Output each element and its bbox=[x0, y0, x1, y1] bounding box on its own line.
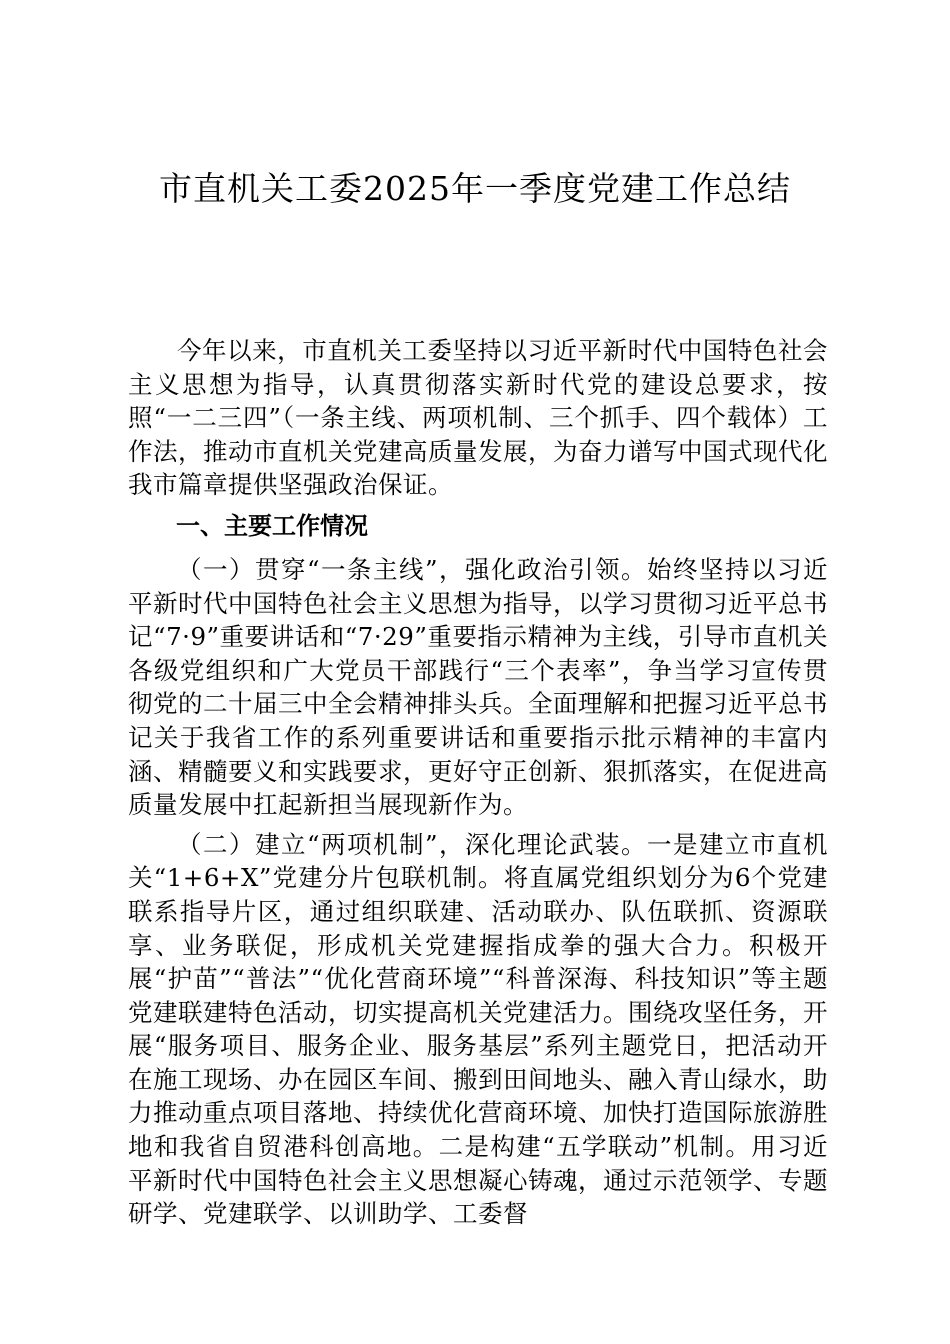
document-body bbox=[128, 334, 828, 1231]
paragraph-two-mechanisms: （二）建立“两项机制”，深化理论武装。一是建立市直机关“1+6+X”党建分片包联机制。将直属党组织划分为6个党建联系指导片区，通过组织联建、活动联办、队伍联抓、资源联享、业务联促，形成机关党建握指成拳的强大合力。积极开展“护苗”“普法”“优化营商环境”“科普深海、科技知识”等主题党建联建特色活动，切实提高机关党建活力。围绕攻坚任务，开展“服务项目、服务企业、服务基层”系列主题党日，把活动开在施工现场、办在园区车间、搬到田间地头、融入青山绿水，助力推动重点项目落地、持续优化营商环境、加快打造国际旅游胜地和我省自贸港科创高地。二是构建“五学联动”机制。用习近平新时代中国特色社会主义思想凝心铸魂，通过示范领学、专题研学、党建联学、以训助学、工委督 bbox=[128, 829, 828, 1229]
section-heading: 一、主要工作情况 bbox=[176, 511, 368, 540]
paragraph-main-line: （一）贯穿“一条主线”，强化政治引领。始终坚持以习近平新时代中国特色社会主义思想为指导，以学习贯彻习近平总书记“7·9”重要讲话和“7·29”重要指示精神为主线，引导市直机关各级党组织和广大党员干部践行“三个表率”，争当学习宣传贯彻党的二十届三中全会精神排头兵。全面理解和把握习近平总书记关于我省工作的系列重要讲话和重要指示批示精神的丰富内涵、精髓要义和实践要求，更好守正创新、狠抓落实，在促进高质量发展中扛起新担当展现新作为。 bbox=[128, 554, 828, 820]
intro-paragraph: 今年以来，市直机关工委坚持以习近平新时代中国特色社会主义思想为指导，认真贯彻落实新时代党的建设总要求，按照“一二三四”（一条主线、两项机制、三个抓手、四个载体）工作法，推动市直机关党建高质量发展，为奋力谱写中国式现代化我市篇章提供坚强政治保证。 bbox=[128, 336, 828, 500]
document-title: 市直机关工委2025年一季度党建工作总结 bbox=[159, 169, 791, 208]
